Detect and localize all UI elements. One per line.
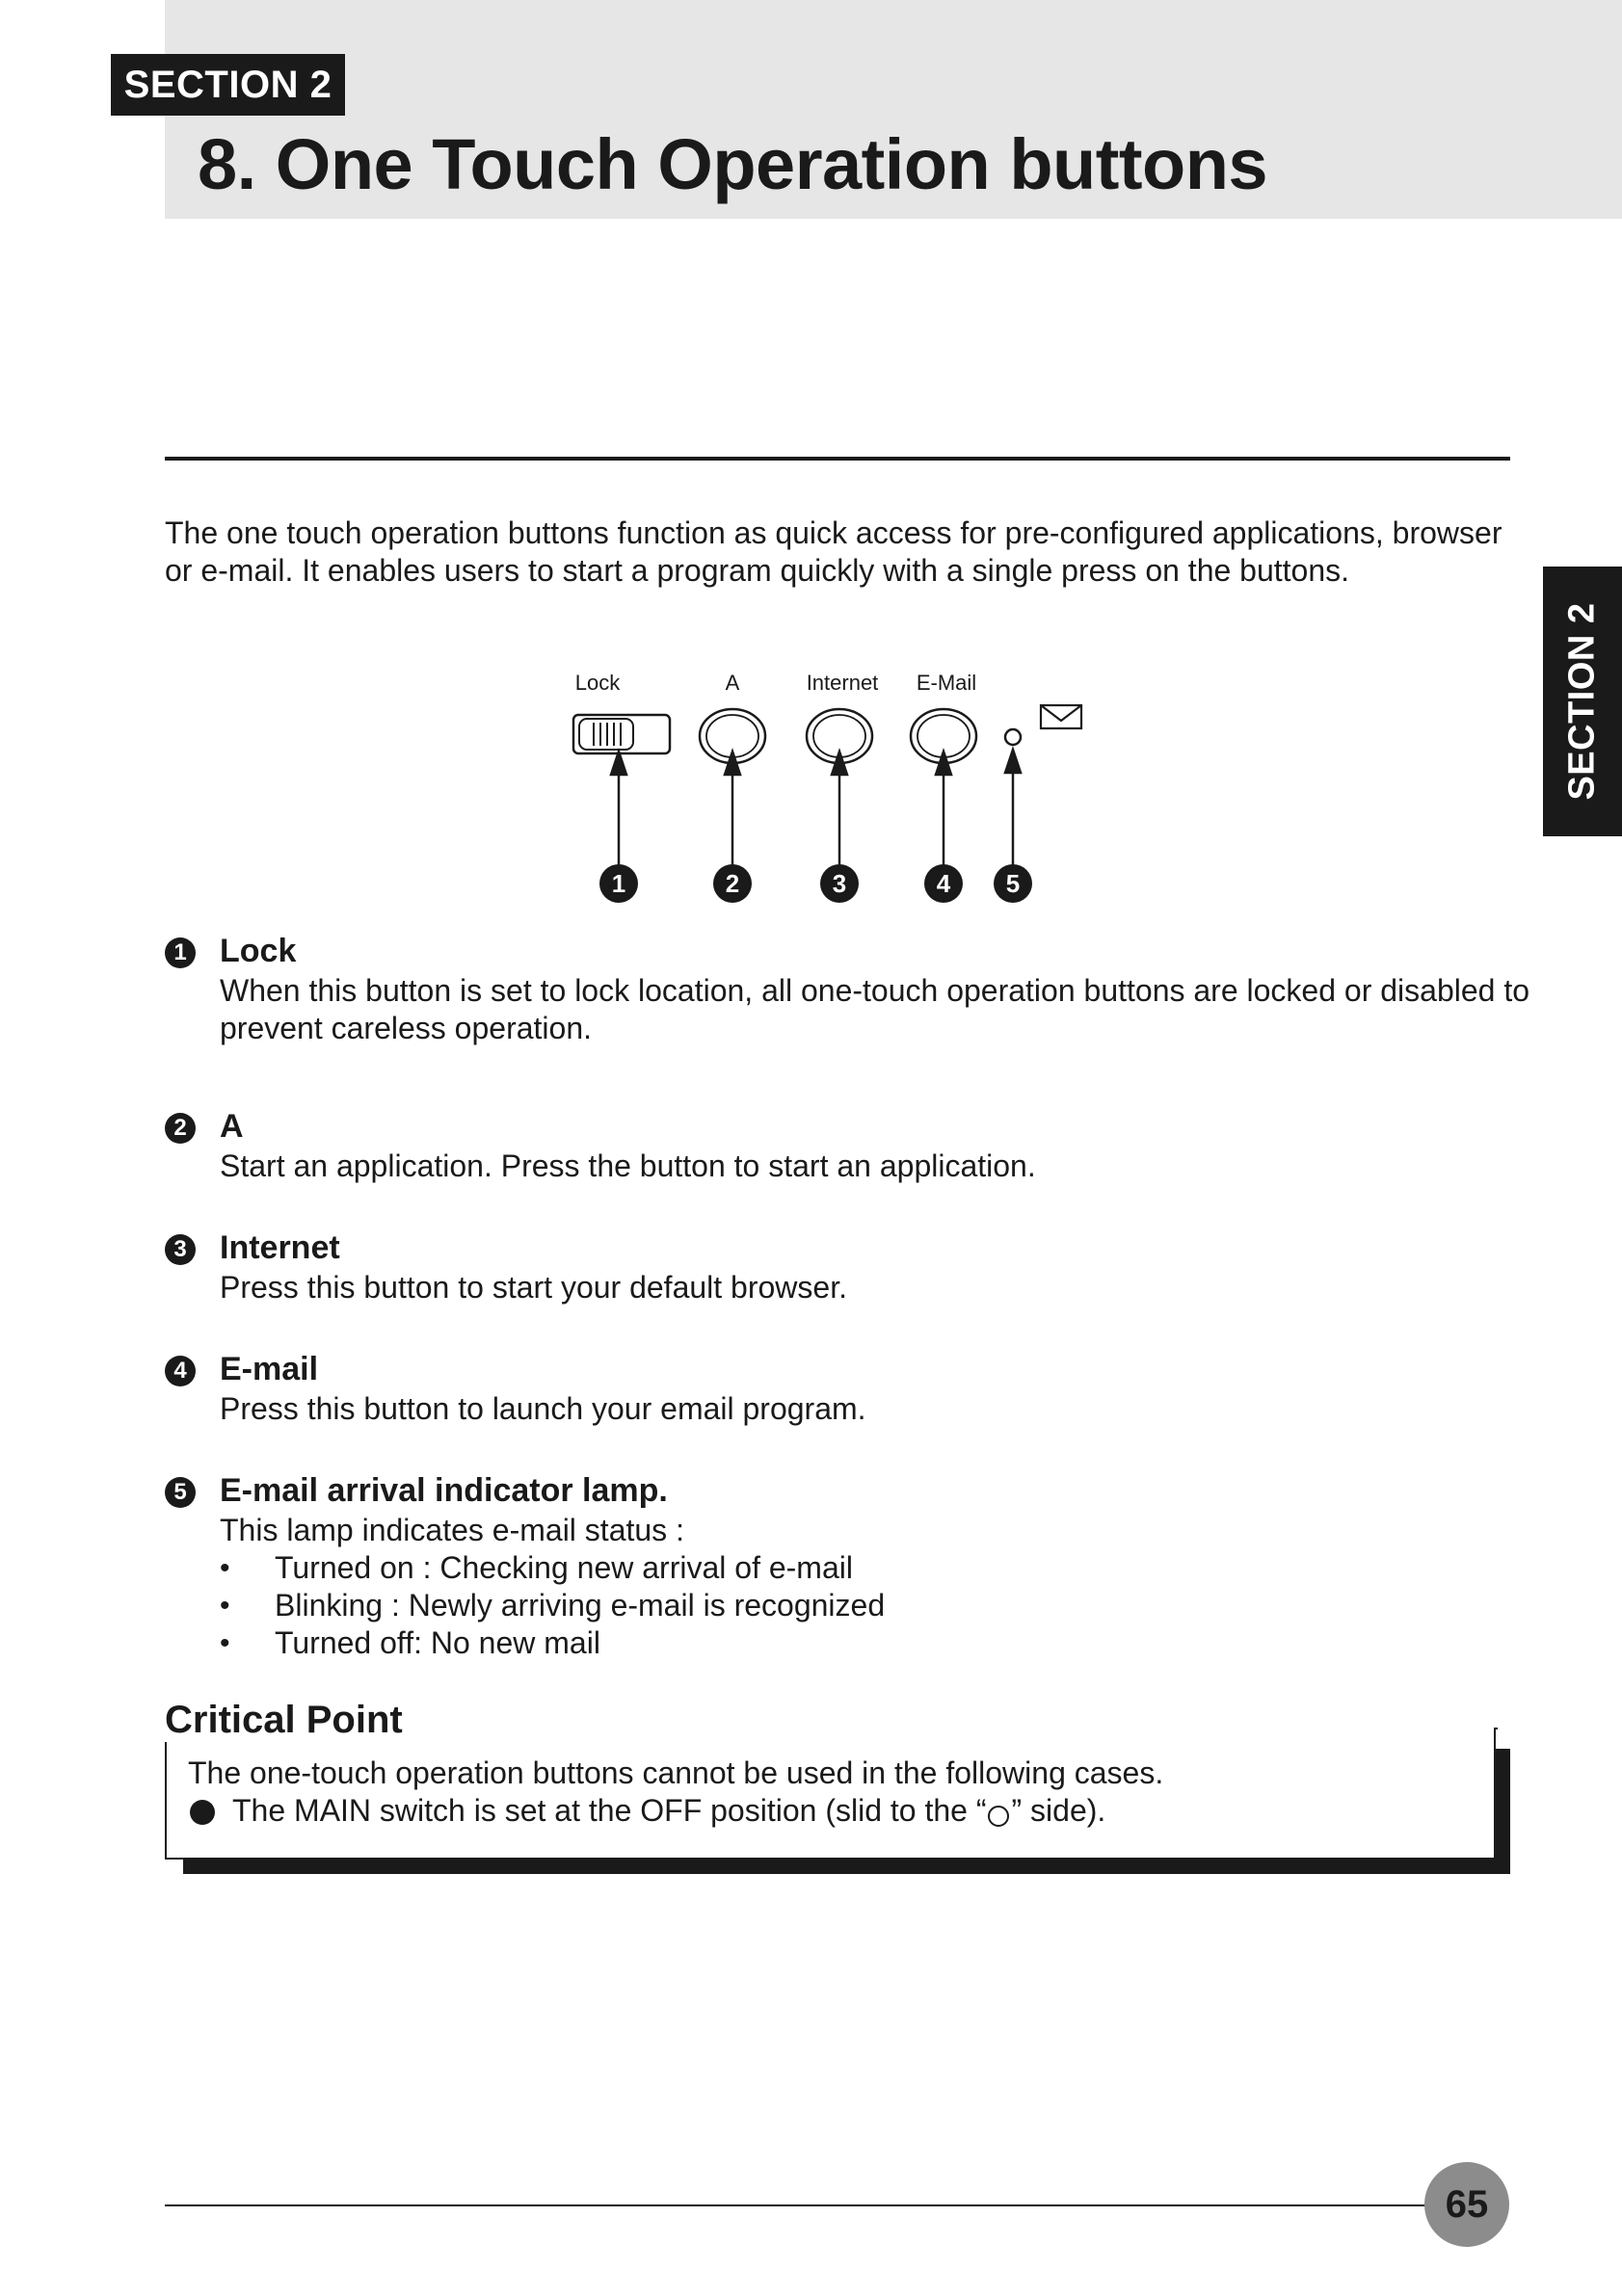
- button-diagram-svg: [540, 655, 1118, 915]
- item-title-email: E-mail: [220, 1351, 319, 1387]
- callout-1: [599, 864, 638, 903]
- item-title-lock: Lock: [220, 933, 297, 969]
- item-desc-a: Start an application. Press the button to start an application.: [220, 1148, 1036, 1183]
- item-number-4: 4: [165, 1356, 196, 1386]
- lamp-status-list: [220, 1549, 1533, 1662]
- item-internet: [165, 1227, 1533, 1306]
- item-desc-email: Press this button to launch your email program.: [220, 1391, 866, 1426]
- item-desc-internet: Press this button to start your default browser.: [220, 1270, 847, 1305]
- section-label: SECTION 2: [111, 54, 345, 116]
- side-section-tab: [1543, 567, 1622, 836]
- critical-bullet-text-after: ” side).: [1011, 1793, 1106, 1828]
- button-diagram: [540, 655, 1118, 915]
- diagram-label-lock: Lock: [574, 671, 621, 695]
- item-lock: [165, 930, 1533, 1047]
- item-number-5: 5: [165, 1477, 196, 1508]
- lamp-status-item: • Blinking : Newly arriving e-mail is recognized: [220, 1587, 1533, 1624]
- critical-bullet-text-before: The MAIN switch is set at the OFF position (slid to the “: [232, 1793, 987, 1828]
- item-email: [165, 1348, 1533, 1428]
- side-section-label: SECTION 2: [1561, 602, 1603, 801]
- off-circle-icon: [988, 1806, 1009, 1827]
- item-a: [165, 1105, 1533, 1185]
- item-desc-indicator-lamp: This lamp indicates e-mail status :: [220, 1513, 684, 1547]
- item-indicator-lamp: [165, 1469, 1533, 1662]
- page-title: 8. One Touch Operation buttons: [198, 124, 1268, 204]
- page-number: 65: [1424, 2162, 1509, 2247]
- button-descriptions: [165, 930, 1533, 1662]
- envelope-icon: [1041, 705, 1081, 728]
- callout-5-number: 5: [1005, 869, 1021, 898]
- lock-switch[interactable]: [573, 715, 670, 753]
- critical-point-bullet: [188, 1792, 1105, 1830]
- callout-4: [924, 864, 963, 903]
- indicator-lamp: [1005, 729, 1021, 745]
- item-title-indicator-lamp: E-mail arrival indicator lamp.: [220, 1472, 668, 1509]
- bullet-dot-icon: [190, 1800, 215, 1825]
- item-title-internet: Internet: [220, 1229, 340, 1266]
- diagram-label-internet: Internet: [806, 671, 879, 695]
- critical-point-title: Critical Point: [165, 1699, 409, 1742]
- bottom-divider: [165, 2204, 1437, 2206]
- callout-5: [994, 864, 1032, 903]
- arrow-head-5: [1005, 750, 1021, 773]
- top-divider: [165, 457, 1510, 461]
- callout-2-number: 2: [725, 869, 740, 898]
- item-number-2: 2: [165, 1113, 196, 1144]
- critical-point-box: [165, 1728, 1496, 1860]
- lamp-status-item: • Turned off: No new mail: [220, 1624, 1533, 1662]
- arrow-head-1: [611, 752, 626, 775]
- lamp-status-item: • Turned on : Checking new arrival of e-mail: [220, 1549, 1533, 1587]
- callout-4-number: 4: [936, 869, 951, 898]
- item-number-3: 3: [165, 1234, 196, 1265]
- critical-point-text: The one-touch operation buttons cannot be used in the following cases.: [188, 1755, 1164, 1790]
- callout-3: [820, 864, 859, 903]
- diagram-label-a: A: [725, 671, 740, 695]
- intro-paragraph: The one touch operation buttons function as quick access for pre-configured applications, browser or e-mail. It enables users to start a program quickly with a single press on the buttons.: [165, 515, 1502, 588]
- item-title-a: A: [220, 1108, 244, 1145]
- item-number-1: 1: [165, 937, 196, 968]
- callout-1-number: 1: [611, 869, 626, 898]
- item-desc-lock: When this button is set to lock location, all one-touch operation buttons are locked or disabled to prevent careless operation.: [220, 973, 1530, 1045]
- diagram-label-email: E-Mail: [916, 671, 977, 695]
- callout-3-number: 3: [832, 869, 847, 898]
- callout-2: [713, 864, 752, 903]
